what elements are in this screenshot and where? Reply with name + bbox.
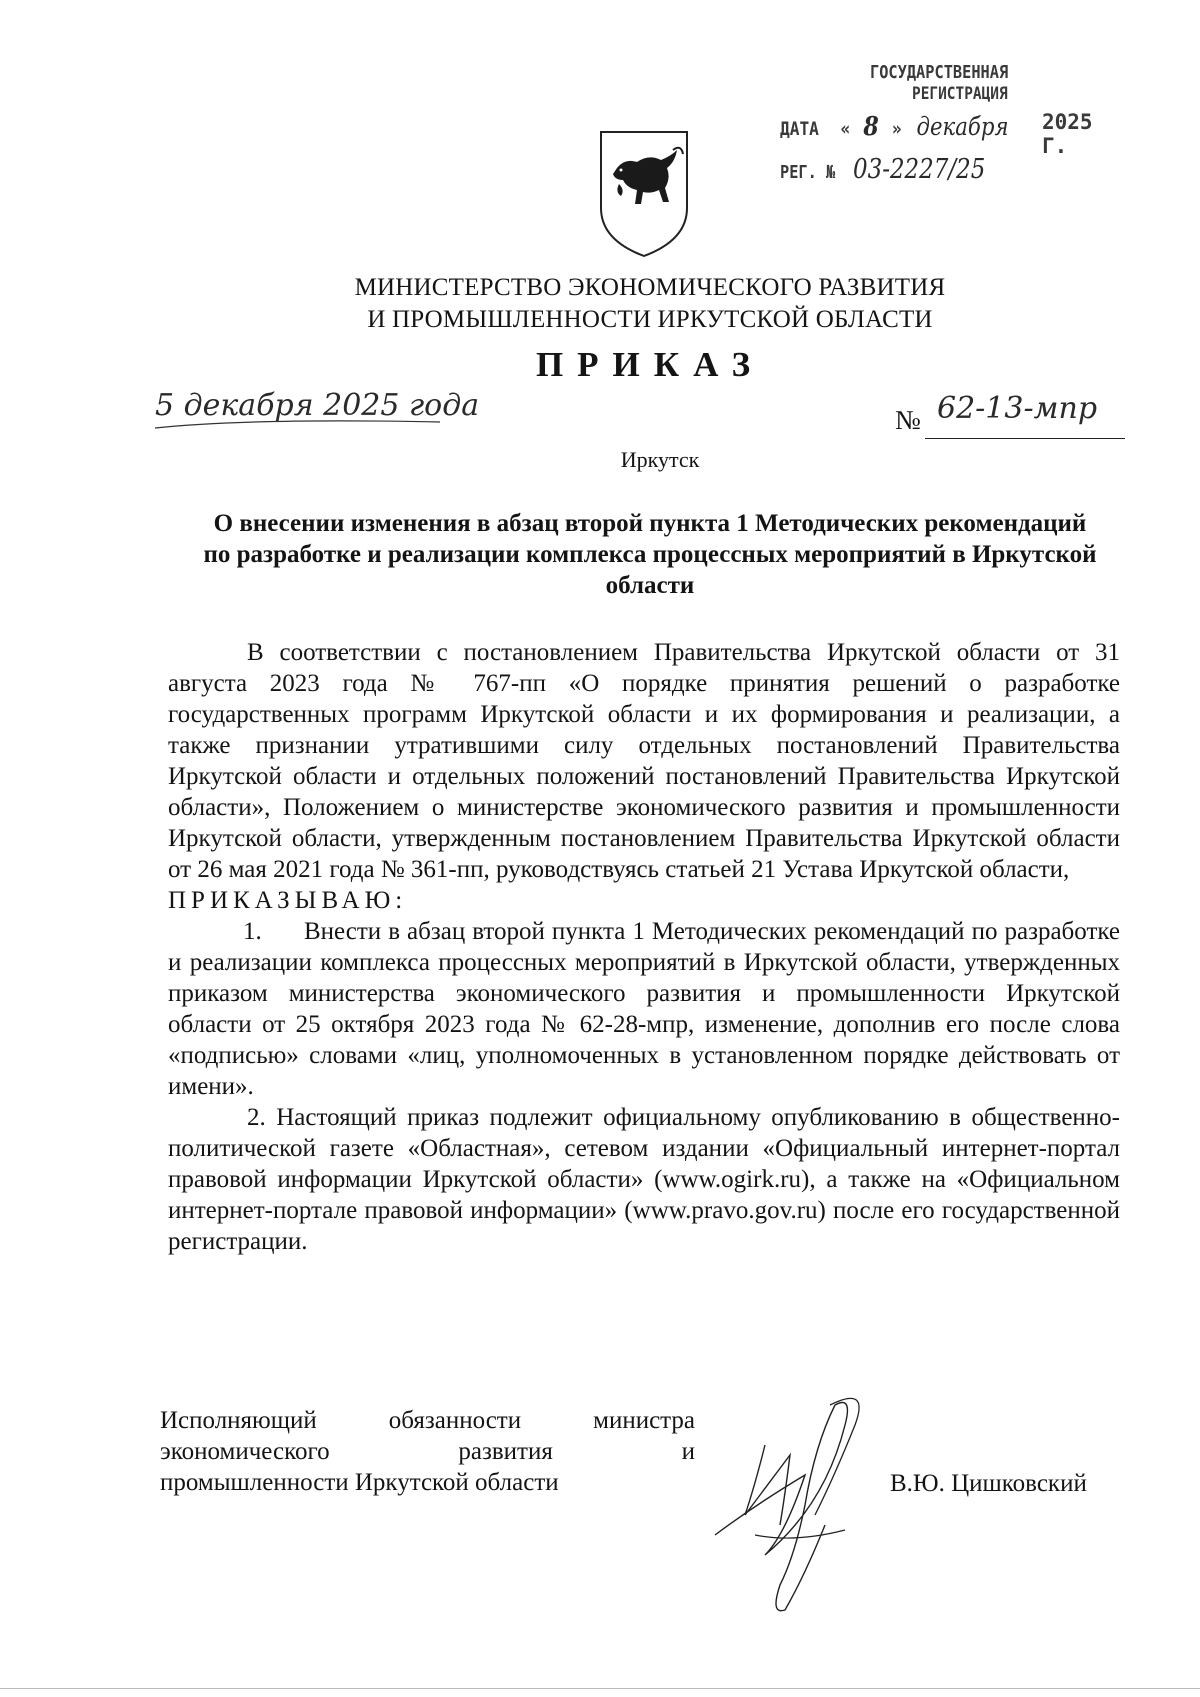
ministry-line-1: МИНИСТЕРСТВО ЭКОНОМИЧЕСКОГО РАЗВИТИЯ xyxy=(354,274,946,301)
item-2: 2. Настоящий приказ подлежит официальному опубликованию в общественно-политической газете «Областная», сетевом издании «Официальный интернет-портал правовой информации Иркутской области» (www.ogirk.ru), а также на «Официальном интернет-портале правовой информации» (www.pravo.gov.ru) после его государственной регистрации. xyxy=(168,1104,1120,1255)
order-word: ПРИКАЗЫВАЮ: xyxy=(168,887,408,914)
position-line-1: Исполняющий обязанности министра xyxy=(160,1407,695,1434)
stamp-reg-number: 03-2227/25 xyxy=(852,154,986,185)
registration-stamp xyxy=(780,62,1110,185)
document-body xyxy=(168,637,1120,1257)
document-type: ПРИКАЗ xyxy=(535,345,765,384)
handwritten-signature-icon xyxy=(695,1385,955,1630)
signatory-name: В.Ю. Цишковский xyxy=(890,1470,1087,1497)
stamp-date-label: ДАТА xyxy=(780,118,819,140)
stamp-date-month: декабря xyxy=(916,112,1009,141)
ministry-heading xyxy=(250,272,1050,336)
order-number xyxy=(895,391,1098,436)
number-label: № xyxy=(895,405,921,435)
document-title: О внесении изменения в абзац второй пункта 1 Методических рекомендаций по разработке и реализации комплекса процессных мероприятий в Иркутской области xyxy=(203,510,1097,599)
stamp-date-year: 2025 Г. xyxy=(1042,110,1093,158)
ministry-line-2: И ПРОМЫШЛЕННОСТИ ИРКУТСКОЙ ОБЛАСТИ xyxy=(367,306,933,333)
city: Иркутск xyxy=(620,447,700,472)
number-handwritten: 62-13-мпр xyxy=(937,391,1098,426)
stamp-reg-label: РЕГ. № xyxy=(780,162,836,183)
item-1-text: Внести в абзац второй пункта 1 Методических рекомендаций по разработке и реализации комплекса процессных мероприятий в Иркутской области, утвержденных приказом министерства экономического развития и промышленности Иркутской области от 25 октября 2023 года № 62-28-мпр, изменение, дополнив его после слова «подписью» словами «лиц, уполномоченных в установленном порядке действовать от имени». xyxy=(168,918,1120,1100)
stamp-date-day: 8 xyxy=(863,112,879,142)
stamp-subtitle: РЕГИСТРАЦИЯ xyxy=(912,84,1008,104)
number-underline xyxy=(925,438,1125,439)
stamp-reg-row xyxy=(780,154,985,185)
stamp-title: ГОСУДАРСТВЕННАЯ xyxy=(870,62,1009,83)
preamble-paragraph: В соответствии с постановлением Правительства Иркутской области от 31 августа 2023 года № 767-пп «О порядке принятия решений о разработке государственных программ Иркутской области и их формирования и реализации, а также признании утратившими силу отдельных постановлений Правительства Иркутской области и отдельных положений постановлений Правительства Иркутской области», Положением о министерстве экономического развития и промышленности Иркутской области, утвержденным постановлением Правительства Иркутской области от 26 мая 2021 года № 361-пп, руководствуясь статьей 21 Устава Иркутской области, xyxy=(168,639,1120,883)
position-line-3: промышленности Иркутской области xyxy=(160,1469,559,1496)
date-underline-icon xyxy=(150,410,450,436)
item-1-number: 1. xyxy=(243,918,262,945)
position-line-2: экономического развития и xyxy=(160,1438,695,1465)
stamp-date-row: ДАТА « 8 » декабря xyxy=(780,112,1009,142)
page-bottom-edge xyxy=(0,1688,1200,1689)
order-date-handwritten: 5 декабря 2025 года xyxy=(155,388,480,423)
coat-of-arms-icon xyxy=(597,128,691,260)
signatory-position xyxy=(160,1405,695,1498)
item-1 xyxy=(168,916,1120,1102)
